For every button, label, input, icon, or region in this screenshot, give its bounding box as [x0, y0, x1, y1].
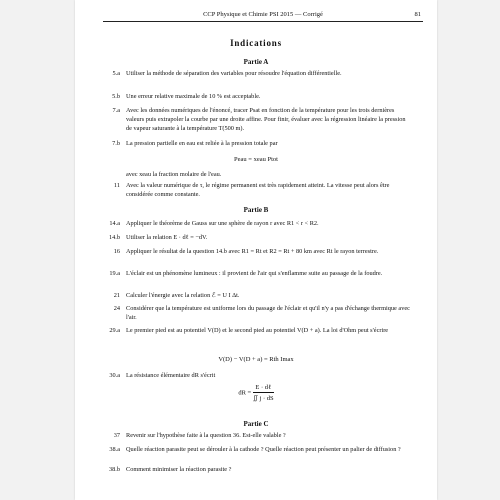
- hint-text: La résistance élémentaire dR s'écrit: [126, 372, 216, 379]
- hint-text: Utiliser la méthode de séparation des variables pour résoudre l'équation différentielle.: [126, 70, 342, 77]
- formula-denominator: ∬ j · dS: [252, 395, 274, 402]
- hint-item: [93, 305, 413, 323]
- hint-item: [93, 140, 413, 149]
- hint-text: Le premier pied est au potentiel V(D) et le second pied au potentiel V(D + a). La loi d'Ohm peut s'écrire: [126, 327, 389, 334]
- hint-item: [93, 372, 413, 381]
- hint-item: [93, 466, 413, 475]
- hint-label: 24: [113, 305, 120, 312]
- hint-text: Comment minimiser la réaction parasite ?: [126, 466, 232, 473]
- hint-text: L'éclair est un phénomène lumineux : il provient de l'air qui s'enflamme suite au passage de la foudre.: [126, 270, 383, 277]
- hint-text: Utiliser la relation E · dℓ = −dV.: [126, 234, 208, 241]
- hint-item: [93, 270, 413, 279]
- formula-ohm-law: V(D) − V(D + a) = Rth Imax: [218, 356, 294, 363]
- section-heading-part-a: Partie A: [243, 58, 269, 66]
- hint-text: Une erreur relative maximale de 10 % est acceptable.: [126, 93, 261, 100]
- hint-item: [93, 432, 413, 441]
- hint-label: 11: [113, 182, 120, 189]
- hint-label: 37: [113, 432, 120, 439]
- hint-text: Revenir sur l'hypothèse faite à la question 36. Est-elle valable ?: [126, 432, 286, 439]
- hint-item: [93, 234, 413, 243]
- hint-label: 5.b: [112, 93, 120, 100]
- formula-elementary-resistance: [75, 384, 437, 402]
- hint-label: 19.a: [109, 270, 120, 277]
- running-title: CCP Physique et Chimie PSI 2015 — Corrigé: [203, 11, 323, 18]
- formula-fraction: [253, 384, 274, 402]
- hint-label: 14.a: [109, 220, 120, 227]
- running-header: [103, 10, 423, 22]
- page-title: Indications: [230, 38, 282, 48]
- hint-label: 38.a: [109, 446, 120, 453]
- hint-text: avec xeau la fraction molaire de l'eau.: [126, 171, 222, 178]
- hint-text: Avec les données numériques de l'énoncé, tracer Psat en fonction de la température pour les trois dernières valeurs puis extrapoler la courbe par une droite affine. Pour finir, évaluer avec la régression linéaire la pression de vapeur saturante à la température T(500 m).: [126, 107, 406, 132]
- hint-item: [93, 93, 413, 102]
- hint-label: 7.b: [112, 140, 120, 147]
- hint-text: Appliquer le résultat de la question 14.b avec R1 = Rt et R2 = Rt + 80 km avec Rt le rayon terrestre.: [126, 248, 379, 255]
- hint-item: [93, 446, 413, 455]
- document-page: [75, 0, 437, 500]
- hint-label: 7.a: [112, 107, 120, 114]
- hint-label: 5.a: [112, 70, 120, 77]
- hint-item: [93, 107, 413, 134]
- hint-item: [93, 327, 413, 336]
- hint-label: 14.b: [108, 234, 120, 241]
- hint-text: Calculer l'énergie avec la relation ℰ = U I Δt.: [126, 292, 240, 299]
- hint-text: Quelle réaction parasite peut se dérouler à la cathode ? Quelle réaction peut présenter un palier de diffusion ?: [126, 446, 401, 453]
- hint-text: Avec la valeur numérique de τ, le régime permanent est très rapidement atteint. La vitesse peut alors être considérée comme constante.: [126, 182, 390, 198]
- hint-text: Appliquer le théorème de Gauss sur une sphère de rayon r avec R1 < r < R2.: [126, 220, 319, 227]
- hint-item: [93, 182, 413, 200]
- formula-partial-pressure: Peau = xeau Ptot: [234, 156, 278, 163]
- hint-item: [93, 171, 413, 180]
- formula-lhs: dR =: [238, 389, 252, 397]
- page-number: 81: [414, 11, 421, 18]
- hint-item: [93, 248, 413, 257]
- hint-text: La pression partielle en eau est reliée à la pression totale par: [126, 140, 278, 147]
- hint-label: 38.b: [108, 466, 120, 473]
- hint-label: 16: [113, 248, 120, 255]
- hint-item: [93, 292, 413, 301]
- hint-label: 21: [113, 292, 120, 299]
- hint-item: [93, 70, 413, 79]
- hint-label: 29.a: [109, 327, 120, 334]
- hint-item: [93, 220, 413, 229]
- hint-label: 30.a: [109, 372, 120, 379]
- formula-numerator: E · dℓ: [253, 384, 274, 393]
- section-heading-part-c: Partie C: [243, 420, 269, 428]
- hint-text: Considérer que la température est uniforme lors du passage de l'éclair et qu'il n'y a pas d'échange thermique avec l'air.: [126, 305, 410, 321]
- section-heading-part-b: Partie B: [243, 206, 269, 214]
